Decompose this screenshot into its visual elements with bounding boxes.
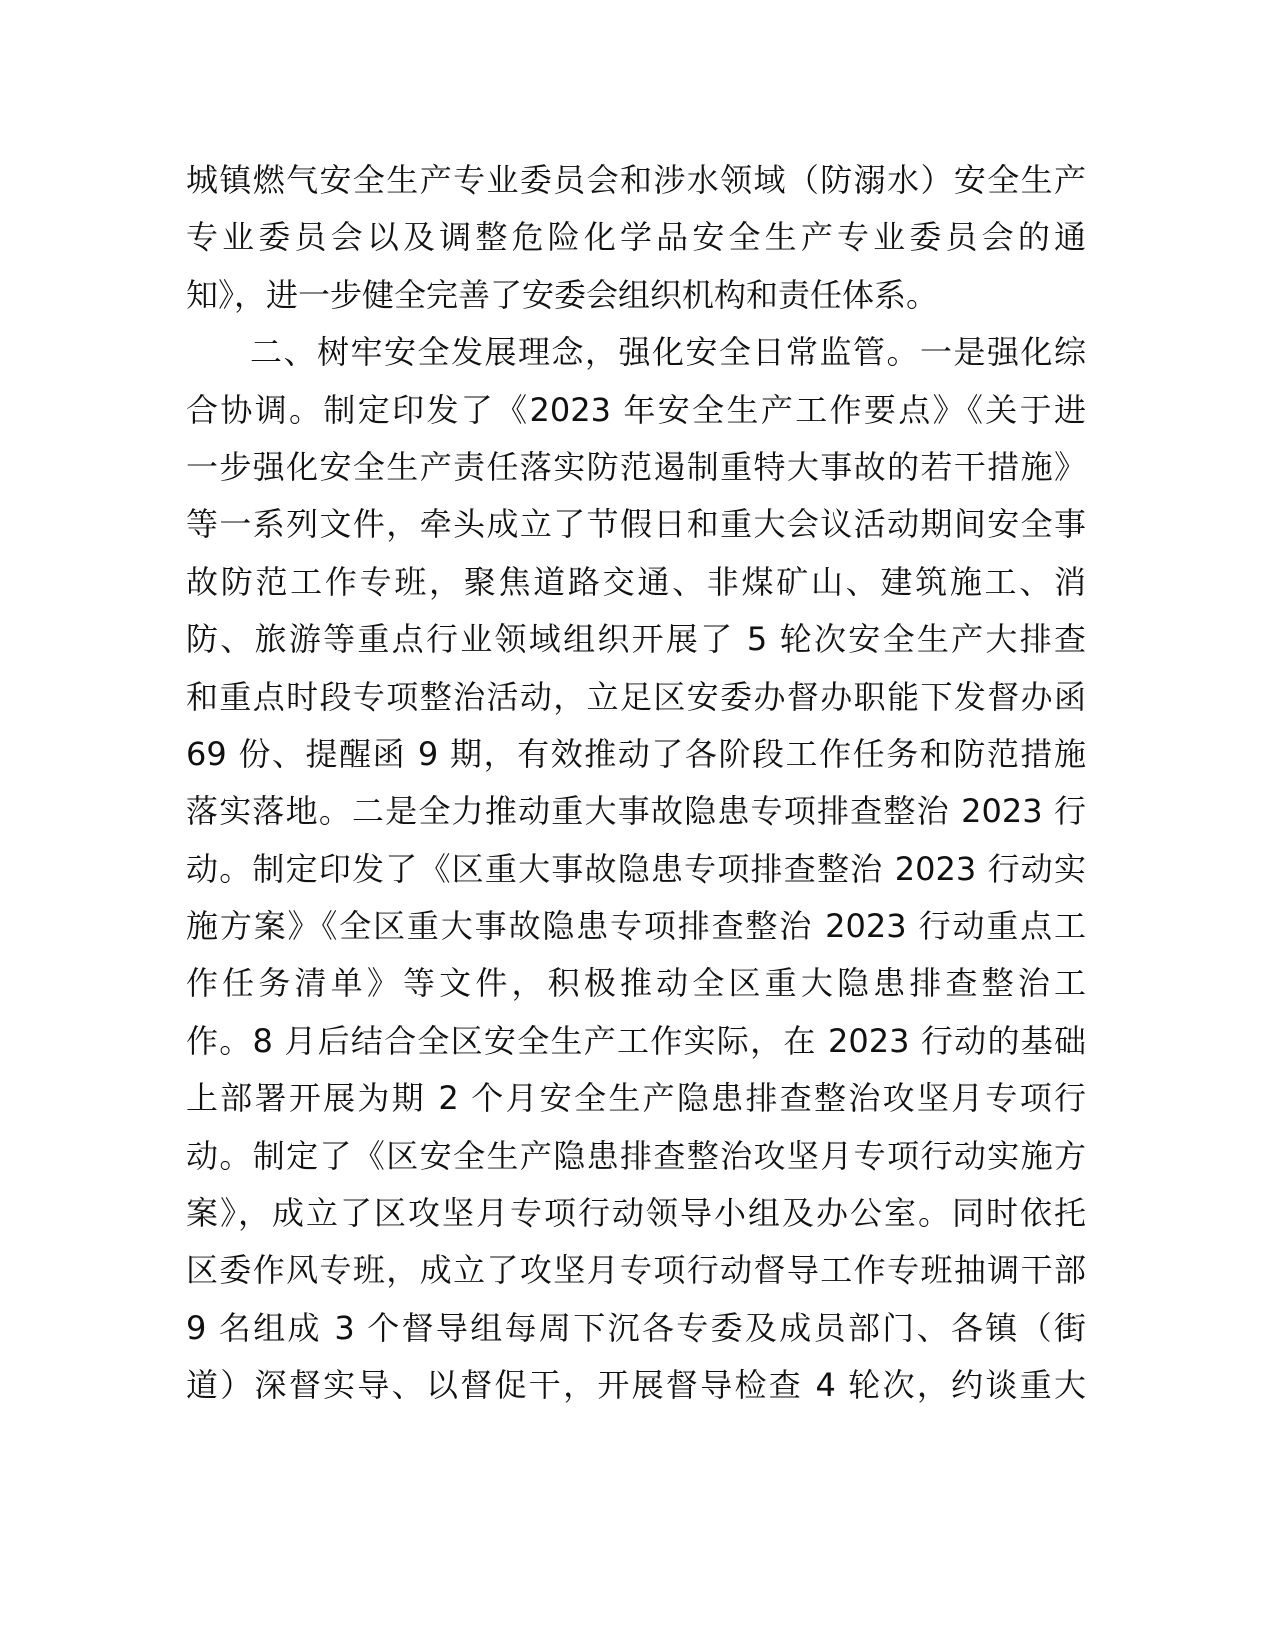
text-line: 案》，成立了区攻坚月专项行动领导小组及办公室。同时依托 — [186, 1194, 1086, 1233]
text-line: 知》，进一步健全完善了安委会组织机构和责任体系。 — [186, 275, 939, 314]
text-line: 故防范工作专班，聚焦道路交通、非煤矿山、建筑施工、消 — [186, 562, 1086, 601]
text-line: 9 名组成 3 个督导组每周下沉各专委及成员部门、各镇（街 — [186, 1308, 1086, 1347]
text-line: 防、旅游等重点行业领域组织开展了 5 轮次安全生产大排查 — [186, 620, 1086, 659]
text-line: 动。制定印发了《区重大事故隐患专项排查整治 2023 行动实 — [186, 849, 1086, 888]
text-line: 69 份、提醒函 9 期，有效推动了各阶段工作任务和防范措施 — [186, 734, 1086, 773]
text-line: 城镇燃气安全生产专业委员会和涉水领域（防溺水）安全生产 — [186, 161, 1086, 199]
document-body — [186, 152, 1086, 1415]
text-line: 区委作风专班，成立了攻坚月专项行动督导工作专班抽调干部 — [186, 1251, 1086, 1290]
text-line: 作。8 月后结合全区安全生产工作实际，在 2023 行动的基础 — [186, 1021, 1086, 1060]
text-line: 和重点时段专项整治活动，立足区安委办督办职能下发督办函 — [186, 677, 1086, 716]
text-line: 动。制定了《区安全生产隐患排查整治攻坚月专项行动实施方 — [186, 1136, 1086, 1175]
text-line: 专业委员会以及调整危险化学品安全生产专业委员会的通 — [186, 218, 1086, 257]
text-line: 作任务清单》等文件，积极推动全区重大隐患排查整治工 — [186, 964, 1086, 1003]
text-line: 合协调。制定印发了《2023 年安全生产工作要点》《关于进 — [186, 390, 1086, 429]
paragraph-1 — [186, 152, 1086, 324]
text-line: 二、树牢安全发展理念，强化安全日常监管。一是强化综 — [250, 333, 1086, 372]
text-line: 落实落地。二是全力推动重大事故隐患专项排查整治 2023 行 — [186, 792, 1086, 831]
text-line: 一步强化安全生产责任落实防范遏制重特大事故的若干措施》 — [186, 447, 1086, 486]
paragraph-2 — [186, 324, 1086, 1414]
text-line: 道）深督实导、以督促干，开展督导检查 4 轮次，约谈重大 — [186, 1366, 1086, 1405]
text-line: 上部署开展为期 2 个月安全生产隐患排查整治攻坚月专项行 — [186, 1079, 1086, 1118]
text-line: 等一系列文件，牵头成立了节假日和重大会议活动期间安全事 — [186, 505, 1086, 544]
text-line: 施方案》《全区重大事故隐患专项排查整治 2023 行动重点工 — [186, 907, 1086, 946]
